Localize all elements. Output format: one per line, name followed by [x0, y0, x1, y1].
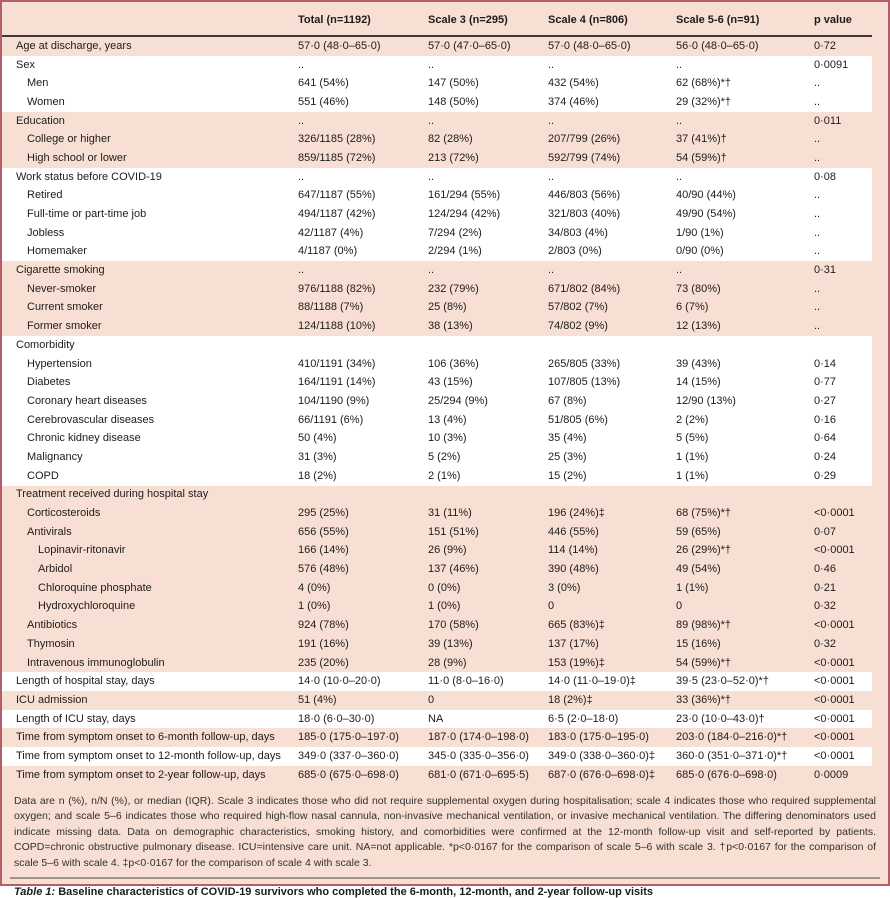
value-cell: 859/1185 (72%) — [298, 151, 376, 164]
row-label: Length of ICU stay, days — [16, 712, 136, 725]
row-label: Thymosin — [27, 637, 75, 650]
row-label: Women — [27, 95, 65, 108]
value-cell: 39 (43%) — [676, 357, 721, 370]
value-cell: 25 (8%) — [428, 301, 467, 314]
header-scale4: Scale 4 (n=806) — [540, 2, 668, 36]
value-cell: 232 (79%) — [428, 282, 479, 295]
value-cell: 360·0 (351·0–371·0)*† — [676, 749, 788, 762]
table-row — [2, 486, 872, 505]
table-row — [2, 448, 872, 467]
value-cell: 33 (36%)*† — [676, 693, 732, 706]
p-value-cell: <0·0001 — [814, 731, 855, 744]
row-label: Current smoker — [27, 301, 103, 314]
value-cell: 12/90 (13%) — [676, 394, 736, 407]
value-cell: 15 (2%) — [548, 469, 587, 482]
value-cell — [540, 336, 668, 355]
row-label: Never-smoker — [27, 282, 97, 295]
table-row — [2, 168, 872, 187]
value-cell: 56·0 (48·0–65·0) — [676, 39, 759, 52]
row-label: Jobless — [27, 226, 65, 239]
header-empty — [2, 2, 290, 36]
p-value-cell: <0·0001 — [814, 544, 855, 557]
value-cell: 25 (3%) — [548, 450, 587, 463]
p-value-cell: .. — [814, 245, 821, 258]
value-cell: 321/803 (40%) — [548, 208, 621, 221]
value-cell: 976/1188 (82%) — [298, 282, 376, 295]
table-row — [2, 560, 872, 579]
row-label: ICU admission — [16, 693, 88, 706]
value-cell: 349·0 (338·0–360·0)‡ — [548, 749, 656, 762]
value-cell: 14·0 (10·0–20·0) — [298, 675, 381, 688]
p-value-cell: 0·16 — [814, 413, 837, 426]
value-cell: 54 (59%)*† — [676, 656, 732, 669]
value-cell: 28 (9%) — [428, 656, 467, 669]
value-cell: 183·0 (175·0–195·0) — [548, 731, 649, 744]
row-label: High school or lower — [27, 151, 127, 164]
value-cell: .. — [548, 264, 555, 277]
p-value-cell: 0·08 — [814, 170, 837, 183]
p-value-cell: .. — [814, 189, 821, 202]
p-value-cell: <0·0001 — [814, 749, 855, 762]
row-label: COPD — [27, 469, 59, 482]
row-label: Sex — [16, 58, 35, 71]
table-row — [2, 205, 872, 224]
value-cell: 166 (14%) — [298, 544, 349, 557]
value-cell: .. — [298, 58, 305, 71]
table-row — [2, 616, 872, 635]
value-cell: 29 (32%)*† — [676, 95, 732, 108]
p-value-cell: <0·0001 — [814, 675, 855, 688]
row-label: Work status before COVID-19 — [16, 170, 162, 183]
table-row — [2, 429, 872, 448]
value-cell: 153 (19%)‡ — [548, 656, 605, 669]
value-cell: 1 (1%) — [676, 581, 709, 594]
row-label: Homemaker — [27, 245, 87, 258]
value-cell: 374 (46%) — [548, 95, 599, 108]
row-label: Full-time or part-time job — [27, 208, 147, 221]
table-row — [2, 691, 872, 710]
value-cell: 164/1191 (14%) — [298, 376, 376, 389]
table-row — [2, 261, 872, 280]
p-value-cell: 0·011 — [814, 114, 842, 127]
value-cell: .. — [428, 170, 435, 183]
p-value-cell — [806, 486, 872, 505]
table-header-row — [2, 2, 872, 36]
value-cell: 349·0 (337·0–360·0) — [298, 749, 399, 762]
table-row — [2, 523, 872, 542]
value-cell: 57·0 (48·0–65·0) — [298, 39, 381, 52]
row-label: Treatment received during hospital stay — [16, 488, 209, 501]
row-label: Corticosteroids — [27, 507, 101, 520]
p-value-cell: 0·0091 — [814, 58, 849, 71]
p-value-cell: 0·0009 — [814, 768, 849, 781]
table-row — [2, 280, 872, 299]
value-cell: 31 (3%) — [298, 450, 337, 463]
value-cell: .. — [676, 264, 683, 277]
value-cell: 147 (50%) — [428, 77, 479, 90]
value-cell: 7/294 (2%) — [428, 226, 482, 239]
value-cell: 161/294 (55%) — [428, 189, 501, 202]
value-cell — [420, 336, 540, 355]
p-value-cell: 0·24 — [814, 450, 837, 463]
value-cell: 592/799 (74%) — [548, 151, 621, 164]
table-row — [2, 747, 872, 766]
p-value-cell: 0·31 — [814, 264, 837, 277]
value-cell: 42/1187 (4%) — [298, 226, 364, 239]
table-row — [2, 635, 872, 654]
value-cell: 137 (17%) — [548, 637, 599, 650]
value-cell: 2 (1%) — [428, 469, 461, 482]
value-cell: 1 (1%) — [676, 469, 709, 482]
value-cell: 6 (7%) — [676, 301, 709, 314]
value-cell: 26 (9%) — [428, 544, 467, 557]
value-cell: 89 (98%)*† — [676, 619, 732, 632]
table-row — [2, 654, 872, 673]
value-cell: 50 (4%) — [298, 432, 337, 445]
table-body — [2, 36, 872, 785]
value-cell: NA — [428, 712, 444, 725]
row-label: Chloroquine phosphate — [38, 581, 152, 594]
p-value-cell: .. — [814, 208, 821, 221]
value-cell: 14·0 (11·0–19·0)‡ — [548, 675, 636, 688]
value-cell: 18 (2%) — [298, 469, 337, 482]
p-value-cell: <0·0001 — [814, 712, 855, 725]
value-cell: 207/799 (26%) — [548, 133, 621, 146]
value-cell: 665 (83%)‡ — [548, 619, 605, 632]
value-cell: 446 (55%) — [548, 525, 599, 538]
value-cell: 124/294 (42%) — [428, 208, 501, 221]
value-cell: 1 (1%) — [676, 450, 709, 463]
header-total: Total (n=1192) — [290, 2, 420, 36]
value-cell: 924 (78%) — [298, 619, 349, 632]
value-cell: 49/90 (54%) — [676, 208, 736, 221]
p-value-cell: <0·0001 — [814, 619, 855, 632]
table-row — [2, 56, 872, 75]
value-cell: 410/1191 (34%) — [298, 357, 376, 370]
value-cell: 40/90 (44%) — [676, 189, 736, 202]
row-label: College or higher — [27, 133, 111, 146]
p-value-cell: .. — [814, 226, 821, 239]
value-cell: 3 (0%) — [548, 581, 581, 594]
value-cell: .. — [428, 264, 435, 277]
value-cell: 196 (24%)‡ — [548, 507, 605, 520]
row-label: Hypertension — [27, 357, 92, 370]
value-cell: 685·0 (676·0–698·0) — [676, 768, 777, 781]
value-cell: 59 (65%) — [676, 525, 721, 538]
p-value-cell: 0·32 — [814, 600, 837, 613]
value-cell: 43 (15%) — [428, 376, 473, 389]
caption-prefix: Table 1: — [14, 886, 56, 898]
table-row — [2, 336, 872, 355]
value-cell: 687·0 (676·0–698·0)‡ — [548, 768, 656, 781]
p-value-cell: .. — [814, 77, 821, 90]
table-row — [2, 710, 872, 729]
value-cell: 35 (4%) — [548, 432, 587, 445]
value-cell: 31 (11%) — [428, 507, 472, 520]
value-cell: 0/90 (0%) — [676, 245, 724, 258]
value-cell: 38 (13%) — [428, 320, 473, 333]
value-cell: 13 (4%) — [428, 413, 467, 426]
value-cell: 576 (48%) — [298, 563, 349, 576]
value-cell: 187·0 (174·0–198·0) — [428, 731, 529, 744]
value-cell: 54 (59%)† — [676, 151, 727, 164]
table-row — [2, 542, 872, 561]
table-row — [2, 467, 872, 486]
value-cell: 68 (75%)*† — [676, 507, 732, 520]
value-cell: 10 (3%) — [428, 432, 467, 445]
value-cell: 34/803 (4%) — [548, 226, 608, 239]
p-value-cell: 0·77 — [814, 376, 837, 389]
p-value-cell: 0·14 — [814, 357, 837, 370]
p-value-cell — [806, 336, 872, 355]
value-cell: 170 (58%) — [428, 619, 479, 632]
value-cell: 1 (0%) — [298, 600, 331, 613]
value-cell: 49 (54%) — [676, 563, 721, 576]
value-cell: 25/294 (9%) — [428, 394, 488, 407]
header-scale3: Scale 3 (n=295) — [420, 2, 540, 36]
value-cell: 4 (0%) — [298, 581, 331, 594]
value-cell: 39·5 (23·0–52·0)*† — [676, 675, 769, 688]
value-cell — [290, 336, 420, 355]
value-cell: 88/1188 (7%) — [298, 301, 364, 314]
row-label: Time from symptom onset to 6-month follow-up, days — [16, 731, 275, 744]
value-cell: 124/1188 (10%) — [298, 320, 376, 333]
value-cell: .. — [548, 58, 555, 71]
value-cell: 11·0 (8·0–16·0) — [428, 675, 504, 688]
value-cell: 656 (55%) — [298, 525, 349, 538]
table-row — [2, 299, 872, 318]
row-label: Cigarette smoking — [16, 264, 105, 277]
value-cell: 104/1190 (9%) — [298, 394, 370, 407]
p-value-cell: 0·32 — [814, 637, 837, 650]
row-label: Length of hospital stay, days — [16, 675, 155, 688]
value-cell: 685·0 (675·0–698·0) — [298, 768, 399, 781]
value-cell: .. — [298, 114, 305, 127]
table-row — [2, 766, 872, 785]
value-cell: 57·0 (47·0–65·0) — [428, 39, 511, 52]
value-cell: .. — [428, 114, 435, 127]
table-row — [2, 373, 872, 392]
row-label: Antivirals — [27, 525, 72, 538]
value-cell: .. — [548, 170, 555, 183]
table-row — [2, 579, 872, 598]
value-cell: 23·0 (10·0–43·0)† — [676, 712, 765, 725]
value-cell: 551 (46%) — [298, 95, 349, 108]
row-label: Diabetes — [27, 376, 71, 389]
value-cell: 57/802 (7%) — [548, 301, 608, 314]
row-label: Hydroxychloroquine — [38, 600, 136, 613]
caption-text: Baseline characteristics of COVID-19 survivors who completed the 6-month, 12-month, and 2-year follow-up visits — [58, 886, 653, 898]
value-cell: 148 (50%) — [428, 95, 479, 108]
p-value-cell: 0·29 — [814, 469, 837, 482]
value-cell: 641 (54%) — [298, 77, 349, 90]
value-cell: 681·0 (671·0–695·5) — [428, 768, 529, 781]
header-scale5-6: Scale 5-6 (n=91) — [668, 2, 806, 36]
value-cell: 106 (36%) — [428, 357, 479, 370]
p-value-cell: .. — [814, 282, 821, 295]
row-label: Age at discharge, years — [16, 39, 132, 52]
row-label: Former smoker — [27, 320, 102, 333]
value-cell: 62 (68%)*† — [676, 77, 732, 90]
p-value-cell: .. — [814, 301, 821, 314]
p-value-cell: .. — [814, 151, 821, 164]
p-value-cell: .. — [814, 320, 821, 333]
value-cell: 39 (13%) — [428, 637, 473, 650]
value-cell: 191 (16%) — [298, 637, 349, 650]
value-cell: 57·0 (48·0–65·0) — [548, 39, 631, 52]
value-cell: 203·0 (184·0–216·0)*† — [676, 731, 788, 744]
table-row — [2, 130, 872, 149]
p-value-cell: 0·46 — [814, 563, 837, 576]
p-value-cell: 0·72 — [814, 39, 837, 52]
p-value-cell: 0·21 — [814, 581, 837, 594]
value-cell: 0 — [428, 693, 435, 706]
value-cell: 14 (15%) — [676, 376, 721, 389]
value-cell — [540, 486, 668, 505]
value-cell: 107/805 (13%) — [548, 376, 621, 389]
value-cell: .. — [548, 114, 555, 127]
p-value-cell: <0·0001 — [814, 693, 855, 706]
table-row — [2, 74, 872, 93]
table-row — [2, 36, 872, 56]
row-label: Lopinavir-ritonavir — [38, 544, 126, 557]
p-value-cell: <0·0001 — [814, 507, 855, 520]
value-cell: 5 (2%) — [428, 450, 461, 463]
row-label: Time from symptom onset to 12-month follow-up, days — [16, 749, 281, 762]
value-cell: .. — [428, 58, 435, 71]
table-row — [2, 112, 872, 131]
table-row — [2, 187, 872, 206]
value-cell: 2/294 (1%) — [428, 245, 482, 258]
p-value-cell: .. — [814, 95, 821, 108]
value-cell: 26 (29%)*† — [676, 544, 732, 557]
p-value-cell: 0·27 — [814, 394, 837, 407]
row-label: Men — [27, 77, 49, 90]
row-label: Retired — [27, 189, 63, 202]
value-cell: 67 (8%) — [548, 394, 587, 407]
value-cell — [290, 486, 420, 505]
table-row — [2, 317, 872, 336]
value-cell: .. — [676, 114, 683, 127]
value-cell: 114 (14%) — [548, 544, 598, 557]
table-row — [2, 728, 872, 747]
header-p-value: p value — [806, 2, 872, 36]
value-cell: .. — [676, 170, 683, 183]
value-cell: 15 (16%) — [676, 637, 721, 650]
value-cell: 494/1187 (42%) — [298, 208, 376, 221]
row-label: Arbidol — [38, 563, 73, 576]
value-cell: 2 (2%) — [676, 413, 709, 426]
value-cell: 345·0 (335·0–356·0) — [428, 749, 529, 762]
value-cell: 671/802 (84%) — [548, 282, 621, 295]
value-cell: 432 (54%) — [548, 77, 599, 90]
value-cell: 82 (28%) — [428, 133, 473, 146]
value-cell — [668, 336, 806, 355]
value-cell: 213 (72%) — [428, 151, 479, 164]
value-cell: 1 (0%) — [428, 600, 461, 613]
value-cell: 5 (5%) — [676, 432, 709, 445]
row-label: Time from symptom onset to 2-year follow-up, days — [16, 768, 266, 781]
table-row — [2, 224, 872, 243]
value-cell: 390 (48%) — [548, 563, 599, 576]
value-cell: 18 (2%)‡ — [548, 693, 593, 706]
value-cell: 185·0 (175·0–197·0) — [298, 731, 399, 744]
value-cell: 0 — [676, 600, 683, 613]
table-row — [2, 149, 872, 168]
table-caption — [2, 879, 888, 898]
value-cell: 0 (0%) — [428, 581, 461, 594]
value-cell: 4/1187 (0%) — [298, 245, 358, 258]
table-row — [2, 392, 872, 411]
value-cell: 137 (46%) — [428, 563, 479, 576]
p-value-cell: <0·0001 — [814, 656, 855, 669]
value-cell: 446/803 (56%) — [548, 189, 621, 202]
value-cell — [420, 486, 540, 505]
value-cell: 51 (4%) — [298, 693, 337, 706]
row-label: Coronary heart diseases — [27, 394, 147, 407]
value-cell: .. — [298, 264, 305, 277]
table-row — [2, 243, 872, 262]
value-cell: 235 (20%) — [298, 656, 349, 669]
value-cell: 1/90 (1%) — [676, 226, 724, 239]
row-label: Antibiotics — [27, 619, 78, 632]
row-label: Malignancy — [27, 450, 83, 463]
value-cell: 265/805 (33%) — [548, 357, 621, 370]
table-row — [2, 504, 872, 523]
row-label: Intravenous immunoglobulin — [27, 656, 165, 669]
value-cell — [668, 486, 806, 505]
value-cell: 326/1185 (28%) — [298, 133, 376, 146]
table-row — [2, 93, 872, 112]
value-cell: 74/802 (9%) — [548, 320, 608, 333]
row-label: Cerebrovascular diseases — [27, 413, 155, 426]
value-cell: 647/1187 (55%) — [298, 189, 376, 202]
row-label: Chronic kidney disease — [27, 432, 141, 445]
value-cell: 37 (41%)† — [676, 133, 727, 146]
value-cell: 18·0 (6·0–30·0) — [298, 712, 375, 725]
value-cell: .. — [298, 170, 305, 183]
value-cell: 0 — [548, 600, 555, 613]
table-row — [2, 598, 872, 617]
value-cell: 151 (51%) — [428, 525, 479, 538]
value-cell: 66/1191 (6%) — [298, 413, 364, 426]
value-cell: 12 (13%) — [676, 320, 721, 333]
table-row — [2, 672, 872, 691]
table-row — [2, 411, 872, 430]
baseline-characteristics-table — [2, 2, 872, 785]
row-label: Comorbidity — [16, 338, 75, 351]
value-cell: 295 (25%) — [298, 507, 349, 520]
table-row — [2, 355, 872, 374]
table-footnote: Data are n (%), n/N (%), or median (IQR). Scale 3 indicates those who did not require supplemental oxygen during hospitalisation; scale 4 indicates those who required supplemental oxygen; and scale 5–6 indicates those who required high-flow nasal cannula, non-invasive mechanical ventilation, or invasive mechanical ventilation. The differing denominators used indicate missing data. Data on demographic characteristics, smoking history, and comorbidities were confirmed at the 12-month follow-up visit and self-reported by patients. COPD=chronic obstructive pulmonary disease. ICU=intensive care unit. NA=not applicable. *p<0·0167 for the comparison of scale 5–6 with scale 3. †p<0·0167 for the comparison of scale 5–6 with scale 4. ‡p<0·0167 for the comparison of scale 4 with scale 3. — [14, 794, 876, 869]
value-cell: 51/805 (6%) — [548, 413, 608, 426]
p-value-cell: 0·64 — [814, 432, 837, 445]
p-value-cell: .. — [814, 133, 821, 146]
value-cell: .. — [676, 58, 683, 71]
p-value-cell: 0·07 — [814, 525, 837, 538]
value-cell: 6·5 (2·0–18·0) — [548, 712, 619, 725]
value-cell: 2/803 (0%) — [548, 245, 602, 258]
value-cell: 73 (80%) — [676, 282, 721, 295]
row-label: Education — [16, 114, 65, 127]
